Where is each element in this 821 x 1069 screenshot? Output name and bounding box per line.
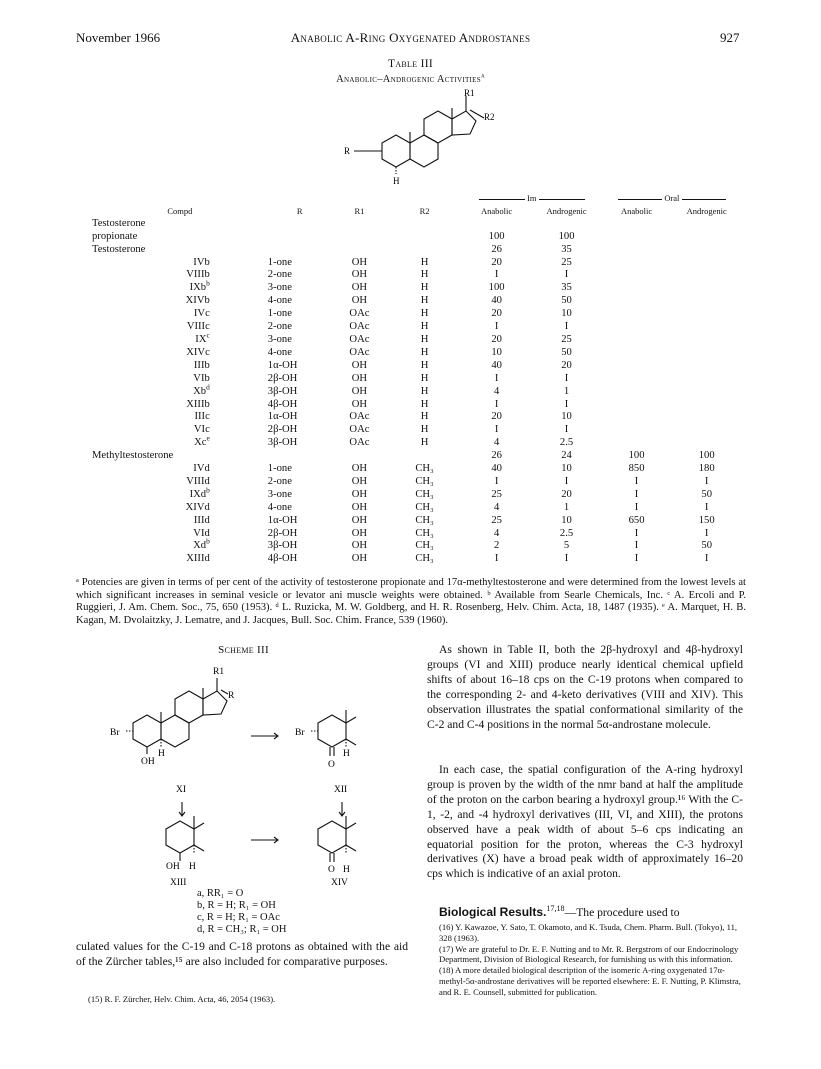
- r-cell: 3β-OH: [267, 385, 298, 397]
- table-row: [92, 528, 742, 541]
- compound-cell: VIIIc: [186, 321, 210, 333]
- column-header: Anabolic: [620, 205, 653, 216]
- oral-androgenic-cell: 50: [701, 488, 712, 500]
- im-androgenic-cell: 10: [561, 463, 572, 475]
- im-androgenic-cell: 24: [561, 450, 572, 462]
- compound-cell: VIIId: [186, 475, 210, 487]
- im-androgenic-cell: I: [564, 398, 569, 410]
- r1-cell: OH: [351, 514, 368, 526]
- im-anabolic-cell: 20: [491, 256, 502, 268]
- oral-androgenic-cell: [671, 244, 742, 257]
- scheme-title: Scheme III: [218, 644, 269, 656]
- scheme-o-label: O: [328, 865, 335, 875]
- r1-cell: [332, 231, 388, 244]
- compound-label-xiv: XIV: [331, 878, 348, 888]
- scheme-h-label: H: [189, 862, 196, 872]
- scheme-o-label: O: [328, 760, 335, 770]
- im-androgenic-cell: 100: [558, 230, 575, 242]
- r1-cell: OH: [351, 488, 368, 500]
- r-cell: 1-one: [267, 256, 292, 268]
- table-row: [92, 489, 742, 502]
- table-row: [92, 450, 742, 463]
- oral-anabolic-cell: [602, 437, 672, 450]
- r-cell: 4-one: [267, 346, 292, 358]
- r-cell: [268, 231, 332, 244]
- oral-androgenic-cell: [671, 360, 742, 373]
- im-androgenic-cell: 35: [561, 282, 572, 294]
- table-row: [92, 347, 742, 360]
- im-anabolic-cell: I: [494, 553, 499, 565]
- oral-anabolic-cell: I: [634, 527, 639, 539]
- r1-cell: OH: [351, 359, 368, 371]
- im-androgenic-cell: 1: [563, 385, 570, 397]
- compound-cell: Xc$^e$: [194, 433, 210, 449]
- im-anabolic-cell: 40: [491, 463, 502, 475]
- h-label: H: [393, 176, 400, 186]
- table-number: Table III: [388, 58, 433, 70]
- im-anabolic-cell: 26: [491, 243, 502, 255]
- compound-cell: VIIIb: [186, 269, 210, 281]
- scheme-legend: [197, 888, 286, 936]
- compound-cell: XIVc: [186, 346, 210, 358]
- scheme-h-label: H: [343, 749, 350, 759]
- im-androgenic-cell: I: [564, 553, 569, 565]
- r1-cell: OAc: [349, 346, 370, 358]
- table-row: [92, 411, 742, 424]
- im-androgenic-cell: I: [564, 321, 569, 333]
- table-row: [92, 553, 742, 566]
- im-anabolic-cell: 10: [491, 346, 502, 358]
- r2-cell: H: [420, 398, 429, 410]
- oral-androgenic-cell: [671, 347, 742, 360]
- r2-cell: CH₃: [415, 475, 434, 487]
- oral-anabolic-cell: 100: [628, 450, 645, 462]
- r-label: R: [344, 146, 351, 156]
- oral-androgenic-cell: [671, 282, 742, 295]
- r-cell: 4-one: [267, 295, 292, 307]
- oral-anabolic-cell: [602, 308, 672, 321]
- r2-cell: CH₃: [415, 527, 434, 539]
- r2-cell: [387, 231, 462, 244]
- group-oral-label: Oral: [664, 193, 680, 203]
- im-anabolic-cell: 25: [491, 488, 502, 500]
- oral-androgenic-cell: [671, 437, 742, 450]
- im-anabolic-cell: I: [494, 475, 499, 487]
- im-anabolic-cell: 100: [488, 230, 505, 242]
- oral-androgenic-cell: [671, 399, 742, 412]
- legend-item: b, R = H; R₁ = OH: [197, 900, 276, 911]
- r2-cell: CH₃: [415, 553, 434, 565]
- r2-cell: CH₃: [415, 540, 434, 552]
- compound-cell: IVc: [193, 308, 210, 320]
- table-footnote: ᵃ Potencies are given in terms of per cent of the activity of testosterone propionate and 17α-methyltestosterone and were determined from the lowest levels at which significant increases in seminal vesicle or levator ani muscle weights were obtained. ᵇ Available from Searle Chemicals, Inc. ᶜ A. Ercoli and P. Ruggieri, J. Am. Chem. Soc., 75, 650 (1953). ᵈ L. Ruzicka, M. W. Goldberg, and H. R. Rosenberg, Helv. Chim. Acta, 18, 1487 (1935). ᵉ A. Marquet, H. B. Kagan, M. Dvolaitzky, J. Lematre, and J. Jacques, Bull. Soc. Chim. France, 539 (1960).: [76, 577, 746, 626]
- im-androgenic-cell: 35: [561, 243, 572, 255]
- compound-cell: VId: [193, 527, 210, 539]
- r2-cell: H: [420, 411, 429, 423]
- compound-cell: IXd$^b$: [189, 485, 210, 500]
- page-number: 927: [720, 30, 740, 45]
- table-row: [92, 463, 742, 476]
- im-anabolic-cell: 4: [493, 527, 500, 539]
- im-androgenic-cell: 2.5: [559, 527, 574, 539]
- compound-cell: Testosterone: [92, 217, 146, 229]
- im-androgenic-cell: 2.5: [559, 437, 574, 449]
- reference-15: (15) R. F. Zürcher, Helv. Chim. Acta, 46, 2054 (1963).: [88, 994, 276, 1004]
- r2-cell: H: [420, 269, 429, 281]
- im-anabolic-cell: I: [494, 424, 499, 436]
- table-row: [92, 437, 742, 450]
- oral-androgenic-cell: 50: [701, 540, 712, 552]
- oral-anabolic-cell: I: [634, 501, 639, 513]
- r-cell: 4-one: [267, 501, 292, 513]
- reference-16: (16) Y. Kawazoe, Y. Sato, T. Okamoto, and K. Tsuda, Chem. Pharm. Bull. (Tokyo), 11, 328 (1963).: [439, 922, 738, 943]
- r1-cell: OH: [351, 553, 368, 565]
- im-androgenic-cell: I: [564, 372, 569, 384]
- header-date: November 1966: [76, 30, 161, 45]
- r-cell: 3β-OH: [267, 540, 298, 552]
- legend-item: d, R = CH₃; R₁ = OH: [197, 924, 287, 935]
- scheme-h-label: H: [158, 749, 165, 759]
- r2-cell: CH₃: [415, 463, 434, 475]
- group-im-label: Im: [527, 193, 537, 203]
- im-anabolic-cell: 40: [491, 359, 502, 371]
- table-row: [92, 515, 742, 528]
- legend-item: a, RR₁ = O: [197, 888, 244, 899]
- compound-label-xi: XI: [176, 785, 187, 795]
- r-cell: 4β-OH: [267, 553, 298, 565]
- r1-cell: OH: [351, 385, 368, 397]
- r-cell: 2-one: [267, 321, 292, 333]
- r2-cell: H: [420, 346, 429, 358]
- r1-cell: OH: [351, 540, 368, 552]
- oral-anabolic-cell: 850: [628, 463, 645, 475]
- compound-cell: XIVd: [185, 501, 210, 513]
- im-anabolic-cell: 20: [491, 333, 502, 345]
- r1-cell: [332, 218, 388, 231]
- r-cell: 1α-OH: [267, 514, 298, 526]
- table-row: [92, 399, 742, 412]
- oral-anabolic-cell: [602, 231, 672, 244]
- compound-cell: IIIc: [194, 411, 210, 423]
- r1-cell: OH: [351, 463, 368, 475]
- scheme-r1-label: R1: [213, 667, 225, 677]
- reference-list: [427, 922, 743, 998]
- scheme-r-label: R: [228, 691, 235, 701]
- scheme-br-label: Br: [110, 728, 120, 738]
- r-cell: 1α-OH: [267, 359, 298, 371]
- im-anabolic-cell: 25: [491, 514, 502, 526]
- r-cell: 2β-OH: [267, 372, 298, 384]
- oral-anabolic-cell: 650: [628, 514, 645, 526]
- im-anabolic-cell: 40: [491, 295, 502, 307]
- im-anabolic-cell: 20: [491, 308, 502, 320]
- im-anabolic-cell: 4: [493, 385, 500, 397]
- oral-androgenic-cell: [671, 411, 742, 424]
- r-cell: 1α-OH: [267, 411, 298, 423]
- r2-cell: H: [420, 359, 429, 371]
- r1-cell: OH: [351, 256, 368, 268]
- im-androgenic-cell: 10: [561, 308, 572, 320]
- table-row: [92, 308, 742, 321]
- im-androgenic-cell: 25: [561, 333, 572, 345]
- im-androgenic-cell: 50: [561, 295, 572, 307]
- column-header: Compd: [167, 205, 193, 216]
- table-row: [92, 295, 742, 308]
- r1-cell: OH: [351, 527, 368, 539]
- column-header: Anabolic: [481, 205, 513, 216]
- oral-androgenic-cell: [671, 231, 742, 244]
- table-row: [92, 244, 742, 257]
- oral-androgenic-cell: [671, 218, 742, 231]
- r1-cell: OAc: [349, 333, 370, 345]
- r2-cell: H: [420, 333, 429, 345]
- compound-label-xii: XII: [334, 785, 348, 795]
- r-cell: 3β-OH: [267, 437, 298, 449]
- table-row: [92, 373, 742, 386]
- compound-cell: IVd: [193, 463, 210, 475]
- reference-18: (18) A more detailed biological description of the isomeric A-ring oxygenated 17α-methyl-5α-androstane derivatives will be reported elsewhere: E. F. Nutting, P. Klimstra, and R. E. Counsell, submitted for publication.: [439, 965, 741, 997]
- table-row: [92, 334, 742, 347]
- r-cell: 2β-OH: [267, 527, 298, 539]
- compound-cell: XIIId: [186, 553, 210, 565]
- r2-label: R2: [484, 112, 495, 122]
- oral-androgenic-cell: I: [704, 501, 709, 513]
- r1-cell: OAc: [349, 437, 370, 449]
- oral-androgenic-cell: [671, 334, 742, 347]
- table-row: [92, 231, 742, 244]
- oral-anabolic-cell: [602, 269, 672, 282]
- oral-anabolic-cell: [602, 386, 672, 399]
- biological-results: Biological Results.$^{17,18}$—The procedure used to: [439, 904, 680, 919]
- table-row: [92, 257, 742, 270]
- oral-anabolic-cell: [602, 244, 672, 257]
- im-androgenic-cell: 20: [561, 488, 572, 500]
- im-anabolic-cell: [462, 218, 531, 231]
- table-title: Anabolic–Androgenic Activities$^a$: [336, 70, 485, 85]
- oral-androgenic-cell: [671, 308, 742, 321]
- compound-cell: IXb$^b$: [189, 278, 210, 294]
- r-cell: 2-one: [267, 269, 292, 281]
- r2-cell: CH₃: [415, 488, 434, 500]
- im-anabolic-cell: I: [494, 321, 499, 333]
- table-row: [92, 321, 742, 334]
- im-androgenic-cell: I: [564, 269, 569, 281]
- oral-androgenic-cell: I: [704, 527, 709, 539]
- reference-17: (17) We are grateful to Dr. E. F. Nutting and to Mr. R. Bergstrom of our Endocrinology Department, Division of Biological Research, for furnishing us with this information.: [439, 943, 739, 965]
- table-iii: [92, 192, 742, 566]
- compound-cell: Xd$^b$: [193, 536, 210, 552]
- r1-cell: OAc: [349, 424, 370, 436]
- table-row: [92, 476, 742, 489]
- column-header: Androgenic: [686, 205, 727, 216]
- scheme-iii-diagram: [108, 656, 398, 888]
- r-cell: [268, 244, 332, 257]
- oral-anabolic-cell: I: [634, 475, 639, 487]
- r2-cell: [387, 244, 462, 257]
- scheme-h-label: H: [343, 865, 350, 875]
- oral-anabolic-cell: [602, 334, 672, 347]
- oral-androgenic-cell: [671, 424, 742, 437]
- compound-cell: VIb: [193, 372, 210, 384]
- r2-cell: H: [420, 282, 429, 294]
- table-row: [92, 540, 742, 553]
- r2-cell: H: [420, 372, 429, 384]
- r1-cell: OH: [351, 282, 368, 294]
- r1-cell: OH: [351, 295, 368, 307]
- im-anabolic-cell: I: [494, 398, 499, 410]
- oral-androgenic-cell: [671, 269, 742, 282]
- r1-cell: OAc: [349, 321, 370, 333]
- r1-cell: OH: [351, 501, 368, 513]
- compound-cell: IIId: [193, 514, 210, 526]
- left-column-text: culated values for the C-19 and C-18 protons as obtained with the aid of the Zürcher tables,¹⁵ are also included for comparative purposes.: [76, 940, 408, 968]
- oral-anabolic-cell: I: [634, 553, 639, 565]
- r-cell: 4β-OH: [267, 398, 298, 410]
- im-androgenic-cell: [531, 218, 601, 231]
- table-row: [92, 360, 742, 373]
- right-paragraph-2: In each case, the spatial configuration of the A-ring hydroxyl group is proven by the width of the nmr band at half the amplitude of the proton on the carbon bearing a hydroxyl group.¹⁶ With the C-1, -2, and -4 hydroxyl derivatives (III, VI, and XIII), the protons observed have a peak width of about 5–6 cps indicating an equatorial position for the proton, whereas the C-3 hydroxyl derivatives (X) have a broad peak width of approximately 16–20 cps which is indicative of an axial proton.: [427, 763, 743, 881]
- scheme-oh-label: OH: [141, 757, 155, 767]
- im-androgenic-cell: 50: [561, 346, 572, 358]
- r1-cell: OH: [351, 475, 368, 487]
- r1-cell: OH: [351, 269, 368, 281]
- r1-label: R1: [464, 88, 475, 98]
- im-androgenic-cell: 20: [561, 359, 572, 371]
- im-androgenic-cell: I: [564, 424, 569, 436]
- oral-androgenic-cell: 180: [698, 463, 715, 475]
- r-cell: [268, 450, 332, 463]
- im-anabolic-cell: 100: [488, 282, 505, 294]
- compound-cell: Testosterone: [92, 243, 146, 255]
- compound-cell: IIIb: [193, 359, 210, 371]
- im-androgenic-cell: I: [564, 475, 569, 487]
- compound-cell: VIc: [193, 424, 210, 436]
- r2-cell: H: [420, 424, 429, 436]
- table-row: [92, 386, 742, 399]
- oral-anabolic-cell: [602, 373, 672, 386]
- oral-anabolic-cell: [602, 218, 672, 231]
- compound-cell: Xb$^d$: [193, 382, 210, 397]
- oral-anabolic-cell: [602, 295, 672, 308]
- compound-cell: IVb: [193, 256, 210, 268]
- r-cell: 3-one: [267, 333, 292, 345]
- im-anabolic-cell: 20: [491, 411, 502, 423]
- im-anabolic-cell: I: [494, 372, 499, 384]
- compound-cell: XIIIb: [186, 398, 210, 410]
- legend-item: c, R = H; R₁ = OAc: [197, 912, 280, 923]
- oral-androgenic-cell: [671, 321, 742, 334]
- oral-anabolic-cell: [602, 282, 672, 295]
- r2-cell: [387, 218, 462, 231]
- compound-cell: propionate: [92, 230, 138, 242]
- im-anabolic-cell: 2: [493, 540, 500, 552]
- r2-cell: CH₃: [415, 514, 434, 526]
- r-cell: 2-one: [267, 475, 292, 487]
- oral-anabolic-cell: [602, 257, 672, 270]
- r2-cell: H: [420, 308, 429, 320]
- im-anabolic-cell: I: [494, 269, 499, 281]
- r-cell: 1-one: [267, 308, 292, 320]
- oral-anabolic-cell: I: [634, 488, 639, 500]
- im-anabolic-cell: 4: [493, 501, 500, 513]
- oral-androgenic-cell: I: [704, 553, 709, 565]
- right-paragraph-1: As shown in Table II, both the 2β-hydroxyl and 4β-hydroxyl groups (VI and XIII) produce nearly identical chemical upfield shifts of about 16–18 cps on the C-19 protons when compared to the corresponding 2- and 4-keto derivatives (VIII and XIV). This observation illustrates the spatial conformational similarity of the C-2 and C-4 positions in the normal 5α-androstane molecule.: [427, 643, 743, 731]
- oral-androgenic-cell: [671, 373, 742, 386]
- column-header: R: [296, 205, 303, 216]
- section-heading: Biological Results.: [439, 905, 547, 919]
- table-row: [92, 502, 742, 515]
- r-cell: 1-one: [267, 463, 292, 475]
- table-row: [92, 424, 742, 437]
- compound-label-xiii: XIII: [170, 878, 187, 888]
- r2-cell: H: [420, 321, 429, 333]
- r1-cell: [332, 450, 388, 463]
- im-androgenic-cell: 1: [563, 501, 570, 513]
- steroid-structure-diagram: [336, 88, 496, 192]
- im-androgenic-cell: 10: [561, 514, 572, 526]
- table-row: [92, 218, 742, 231]
- im-androgenic-cell: 5: [563, 540, 570, 552]
- im-androgenic-cell: 25: [561, 256, 572, 268]
- oral-androgenic-cell: 150: [698, 514, 715, 526]
- r1-cell: OAc: [349, 308, 370, 320]
- oral-androgenic-cell: 100: [698, 450, 715, 462]
- oral-androgenic-cell: I: [704, 475, 709, 487]
- im-androgenic-cell: 10: [561, 411, 572, 423]
- oral-androgenic-cell: [671, 386, 742, 399]
- r-cell: 3-one: [267, 488, 292, 500]
- running-title: Anabolic A-Ring Oxygenated Androstanes: [290, 30, 531, 45]
- column-header: R2: [419, 205, 430, 216]
- oral-anabolic-cell: [602, 424, 672, 437]
- r2-cell: H: [420, 295, 429, 307]
- r2-cell: CH₃: [415, 501, 434, 513]
- r-cell: 3-one: [267, 282, 292, 294]
- r2-cell: [387, 450, 462, 463]
- r1-cell: OAc: [349, 411, 370, 423]
- table-row: [92, 282, 742, 295]
- r2-cell: H: [420, 256, 429, 268]
- column-header: Androgenic: [546, 205, 587, 216]
- r2-cell: H: [420, 437, 429, 449]
- scheme-oh-label: OH: [166, 862, 180, 872]
- oral-androgenic-cell: [671, 257, 742, 270]
- r1-cell: [332, 244, 388, 257]
- compound-cell: XIVb: [185, 295, 210, 307]
- compound-cell: Methyltestosterone: [92, 450, 174, 462]
- r1-cell: OH: [351, 398, 368, 410]
- r2-cell: H: [420, 385, 429, 397]
- column-header: R1: [354, 205, 365, 216]
- r-cell: 2β-OH: [267, 424, 298, 436]
- oral-anabolic-cell: [602, 411, 672, 424]
- compound-cell: $IX^c$: [195, 330, 210, 345]
- oral-androgenic-cell: [671, 295, 742, 308]
- oral-anabolic-cell: [602, 399, 672, 412]
- r-cell: [268, 218, 332, 231]
- r1-cell: OH: [351, 372, 368, 384]
- oral-anabolic-cell: [602, 360, 672, 373]
- im-anabolic-cell: 4: [493, 437, 500, 449]
- table-body: [92, 218, 742, 566]
- oral-anabolic-cell: [602, 321, 672, 334]
- scheme-br-label: Br: [295, 728, 305, 738]
- oral-anabolic-cell: [602, 347, 672, 360]
- table-row: [92, 269, 742, 282]
- im-anabolic-cell: 26: [491, 450, 502, 462]
- oral-anabolic-cell: I: [634, 540, 639, 552]
